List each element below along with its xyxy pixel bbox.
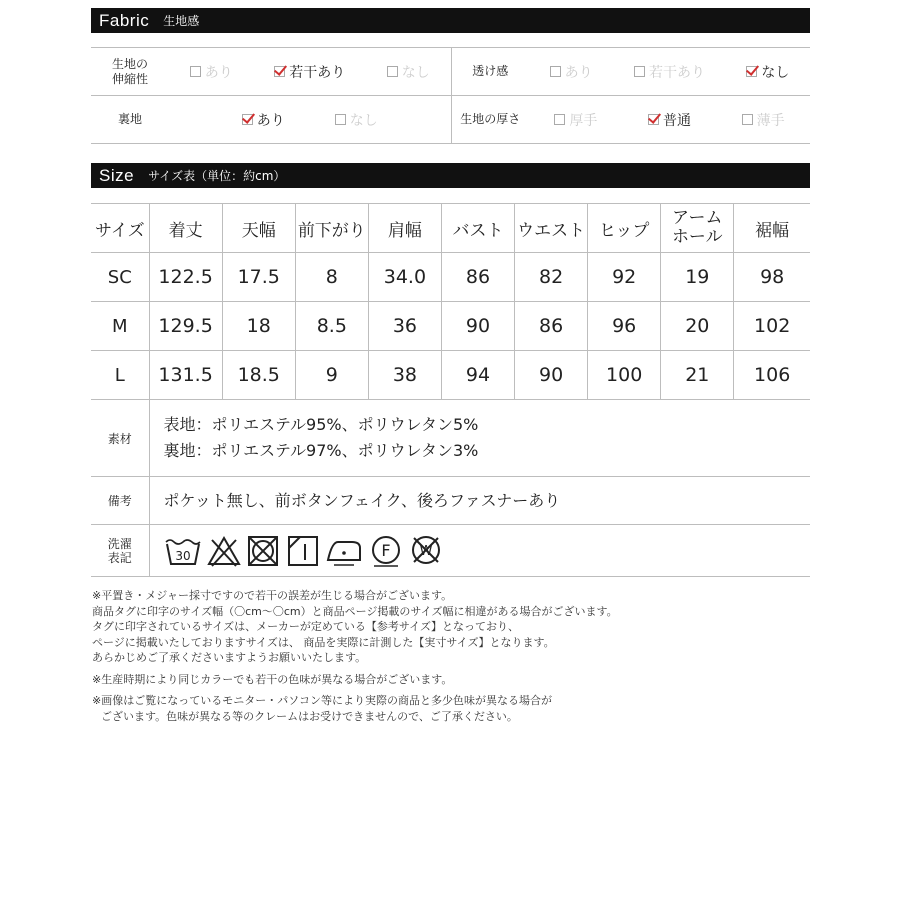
- checkbox-icon: [742, 114, 753, 125]
- material-line: 表地：ポリエステル95%、ポリウレタン5%: [163, 415, 479, 434]
- sheerness-option-slight: 若干あり: [634, 62, 705, 82]
- size-header-row: [91, 204, 810, 253]
- table-cell: 100: [588, 351, 661, 400]
- table-cell: 131.5: [149, 351, 222, 400]
- size-row-m: [91, 302, 810, 351]
- sheerness-option-no: なし: [746, 62, 789, 82]
- table-cell: 34.0: [368, 253, 441, 302]
- table-cell: 129.5: [149, 302, 222, 351]
- checkbox-icon: [387, 66, 398, 77]
- header-waist: ウエスト: [515, 204, 588, 253]
- checkbox-icon: [190, 66, 201, 77]
- no-tumble-dry-icon: [246, 534, 282, 568]
- note-line: あらかじめご了承くださいますようお願いいたします。: [92, 651, 367, 664]
- size-row-l: [91, 351, 810, 400]
- sheerness-option-yes: あり: [550, 62, 593, 82]
- care-row: [91, 525, 810, 577]
- header-front-drop: 前下がり: [295, 204, 368, 253]
- table-cell: 19: [661, 253, 734, 302]
- material-label: 素材: [91, 400, 149, 477]
- fabric-row-lining: [91, 96, 810, 144]
- table-cell: 18.5: [222, 351, 295, 400]
- thickness-option-thick: 厚手: [554, 110, 597, 130]
- material-line: 裏地：ポリエステル97%、ポリウレタン3%: [163, 441, 479, 460]
- table-cell: 86: [441, 253, 514, 302]
- notes: [92, 588, 812, 724]
- material-row: [91, 400, 810, 477]
- lining-option-yes: あり: [242, 110, 285, 130]
- table-cell: 9: [295, 351, 368, 400]
- fabric-section-header: [91, 8, 810, 33]
- checkbox-icon: [550, 66, 561, 77]
- table-cell: 17.5: [222, 253, 295, 302]
- table-cell: 96: [588, 302, 661, 351]
- table-cell: 106: [734, 351, 810, 400]
- line-dry-shade-icon: [286, 534, 320, 568]
- lining-label: 裏地: [91, 96, 169, 144]
- table-cell: 8.5: [295, 302, 368, 351]
- table-cell: 21: [661, 351, 734, 400]
- table-cell: 90: [441, 302, 514, 351]
- size-table: [91, 203, 810, 400]
- table-cell: 38: [368, 351, 441, 400]
- thickness-option-thin: 薄手: [742, 110, 785, 130]
- note-line: 商品タグに印字のサイズ幅（〇cm〜〇cm）と商品ページ掲載のサイズ幅に相違がある場合がございます。: [92, 604, 618, 618]
- stretch-option-no: なし: [387, 62, 430, 82]
- table-cell: 36: [368, 302, 441, 351]
- note-line: ※生産時期により同じカラーでも若干の色味が異なる場合がございます。: [92, 672, 453, 686]
- wash-30-icon: [164, 534, 202, 568]
- svg-text:F: F: [380, 540, 391, 560]
- care-icons: [164, 534, 811, 568]
- table-cell: 122.5: [149, 253, 222, 302]
- size-subtitle: サイズ表（単位：約cm）: [148, 169, 286, 183]
- table-cell: 86: [515, 302, 588, 351]
- sheerness-label: 透け感: [451, 48, 529, 96]
- svg-text:30: 30: [174, 548, 191, 563]
- remarks-row: [91, 477, 810, 525]
- fabric-table: [91, 47, 810, 144]
- note-line: ございます。色味が異なる等のクレームはお受けできませんので、ご了承ください。: [101, 709, 518, 723]
- lining-option-no: なし: [335, 110, 378, 130]
- checkmark-icon: [648, 114, 659, 125]
- thickness-label: 生地の厚さ: [451, 96, 529, 144]
- note-line: ※画像はご覧になっているモニター・パソコン等により実際の商品と多少色味が異なる場合が: [92, 694, 552, 707]
- header-length: 着丈: [149, 204, 222, 253]
- table-cell: 94: [441, 351, 514, 400]
- stretch-option-yes: あり: [190, 62, 233, 82]
- table-cell: 82: [515, 253, 588, 302]
- checkbox-icon: [634, 66, 645, 77]
- header-shoulder: 肩幅: [368, 204, 441, 253]
- checkbox-icon: [554, 114, 565, 125]
- no-bleach-icon: [206, 534, 242, 568]
- fabric-title: Fabric: [99, 10, 150, 30]
- table-cell: 8: [295, 253, 368, 302]
- iron-low-icon: [324, 534, 364, 568]
- note-line: タグに印字されているサイズは、メーカーが定めている【参考サイズ】となっており、: [92, 620, 520, 633]
- note-line: ページに掲載いたしておりますサイズは、 商品を実際に計測した【実寸サイズ】となります。: [92, 635, 555, 649]
- table-cell: L: [91, 351, 149, 400]
- svg-text:W: W: [419, 543, 432, 559]
- info-table: [91, 399, 810, 577]
- table-cell: SC: [91, 253, 149, 302]
- dry-clean-f-icon: [368, 534, 404, 568]
- header-bust: バスト: [441, 204, 514, 253]
- fabric-subtitle: 生地感: [163, 14, 200, 28]
- remarks-value: ポケット無し、前ボタンフェイク、後ろファスナーあり: [149, 477, 810, 525]
- size-row-sc: [91, 253, 810, 302]
- no-wet-clean-icon: [408, 534, 444, 568]
- table-cell: 98: [734, 253, 810, 302]
- table-cell: 102: [734, 302, 810, 351]
- header-size: サイズ: [91, 204, 149, 253]
- table-cell: 20: [661, 302, 734, 351]
- table-cell: M: [91, 302, 149, 351]
- fabric-row-stretch: [91, 48, 810, 96]
- checkmark-icon: [274, 66, 285, 77]
- table-cell: 92: [588, 253, 661, 302]
- table-cell: 18: [222, 302, 295, 351]
- header-hip: ヒップ: [588, 204, 661, 253]
- thickness-option-normal: 普通: [648, 110, 691, 130]
- table-cell: 90: [515, 351, 588, 400]
- stretch-label: 生地の 伸縮性: [91, 48, 169, 96]
- stretch-option-slight: 若干あり: [274, 62, 345, 82]
- remarks-label: 備考: [91, 477, 149, 525]
- size-section-header: [91, 163, 810, 188]
- checkmark-icon: [242, 114, 253, 125]
- checkmark-icon: [746, 66, 757, 77]
- header-hem-width: 裾幅: [734, 204, 810, 253]
- care-label: 洗濯 表記: [91, 525, 149, 577]
- header-neck-width: 天幅: [222, 204, 295, 253]
- size-title: Size: [99, 165, 135, 185]
- checkbox-icon: [335, 114, 346, 125]
- header-armhole: アーム ホール: [661, 204, 734, 253]
- note-line: ※平置き・メジャー採寸ですので若干の誤差が生じる場合がございます。: [92, 589, 453, 602]
